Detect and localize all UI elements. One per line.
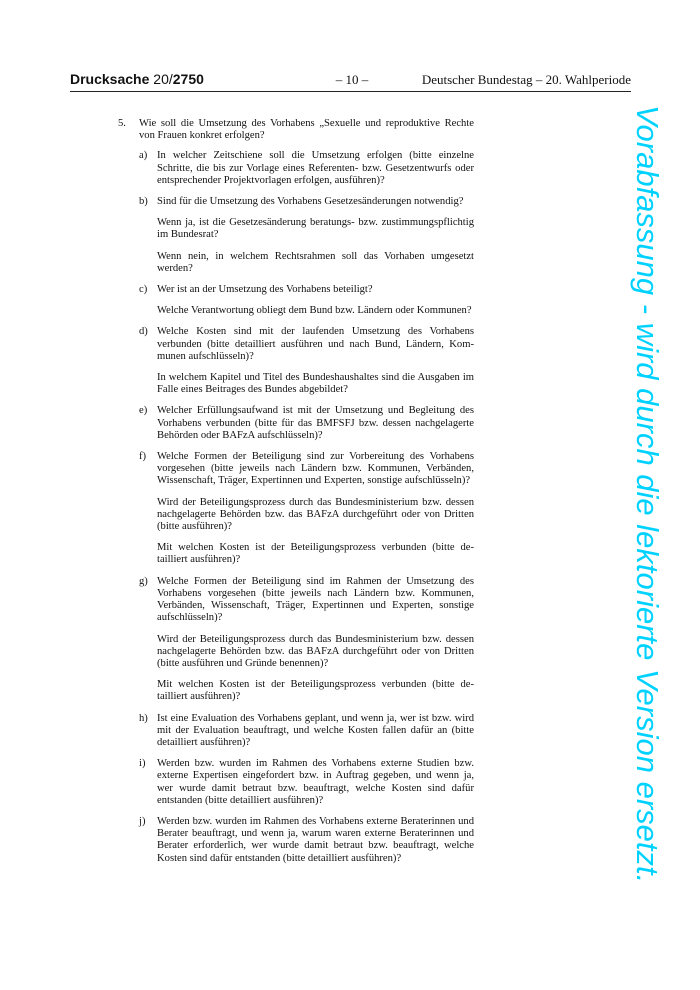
sub-question-paragraph: Wer ist an der Umsetzung des Vorhabens beteiligt? bbox=[157, 284, 373, 296]
sub-question-paragraph: Werden bzw. wurden im Rahmen des Vorhabens externe Beraterinnen und Berater beauftragt, und wenn ja, warum waren externe Beraterinnen und Berater erforderlich, wer wurde damit betraut bzw. beauftragt, welche Kosten sind dafür entstanden (bitte detailliert ausführen)? bbox=[157, 815, 474, 864]
sub-question-label: j) bbox=[139, 815, 146, 827]
doc-label: Drucksache bbox=[70, 71, 150, 87]
sub-question-label: b) bbox=[139, 196, 148, 208]
sub-question-label: a) bbox=[139, 150, 148, 162]
sub-question-label: e) bbox=[139, 405, 148, 417]
sub-question-list bbox=[118, 150, 474, 864]
sub-question bbox=[118, 196, 474, 275]
question-number: 5. bbox=[118, 118, 126, 129]
sub-question bbox=[118, 758, 474, 807]
sub-question-paragraph: Sind für die Umsetzung des Vorhabens Gesetzesänderungen notwendig? bbox=[157, 196, 464, 208]
sub-question-paragraph: Ist eine Evaluation des Vorhabens geplant, und wenn ja, wer ist bzw. wird mit der Evaluation beauftragt, und welche Kosten fallen dafür an (bitte detailliert ausführen)? bbox=[157, 712, 474, 748]
sub-question-label: h) bbox=[139, 712, 148, 724]
draft-watermark: Vorabfassung - wird durch die lektorierte Version ersetzt. bbox=[630, 105, 665, 884]
sub-question-paragraph: Welche Formen der Beteiligung sind zur Vorbereitung des Vorhabens vorgesehen (bitte jeweils nach Ländern bzw. Kommunen, Verbänden, Wissenschaft, Träger, Expertinnen und Experten, sonstige aufschlüsseln)? bbox=[157, 451, 474, 487]
sub-question-paragraph: In welchem Kapitel und Titel des Bundeshaushaltes sind die Ausgaben im Falle eines Beitrages des Bundes abgebildet? bbox=[157, 372, 474, 396]
sub-question bbox=[118, 713, 474, 750]
sub-question bbox=[118, 405, 474, 442]
sub-question-paragraph: Werden bzw. wurden im Rahmen des Vorhabens externe Studien bzw. externe Expertisen eingefordert bzw. in Auftrag gegeben, und wenn ja, wer wurde damit betraut bzw. beauftragt, welche Kosten sind dafür entstanden (bitte detailliert ausführen)? bbox=[157, 758, 474, 806]
sub-question bbox=[118, 150, 474, 187]
parliament-period: Deutscher Bundestag – 20. Wahlperiode bbox=[421, 72, 631, 87]
sub-question-paragraph: Welche Kosten sind mit der laufenden Umsetzung des Vorhabens verbunden (bitte detailliert ausführen und nach Bund, Ländern, Kommunen aufschlüsseln)? bbox=[157, 326, 474, 362]
sub-question bbox=[118, 284, 474, 317]
sub-question-label: i) bbox=[139, 758, 146, 770]
doc-number: 2750 bbox=[172, 71, 204, 87]
question-text: Wie soll die Umsetzung des Vorhabens „Sexuelle und reproduktive Rechte von Frauen konkret erfolgen? bbox=[139, 118, 474, 142]
sub-question-paragraph: Wird der Beteiligungsprozess durch das Bundesministerium bzw. dessen nachgelagerte Behörden bzw. das BAFzA durchgeführt oder von Dritten (bitte ausführen und Gründe benennen)? bbox=[157, 633, 474, 669]
document-body bbox=[118, 118, 474, 874]
sub-question-label: g) bbox=[139, 575, 148, 587]
page-header bbox=[70, 71, 631, 92]
sub-question-label: f) bbox=[139, 451, 147, 463]
sub-question-paragraph: Wird der Beteiligungsprozess durch das Bundesministerium bzw. dessen nachgelagerte Behörden bzw. das BAFzA durchgeführt oder von Dritten (bitte ausführen)? bbox=[157, 496, 474, 533]
sub-question-paragraph: Wenn nein, in welchem Rechtsrahmen soll das Vorhaben umgesetzt werden? bbox=[157, 250, 474, 274]
sub-question-label: c) bbox=[139, 284, 148, 296]
sub-question-paragraph: Welche Verantwortung obliegt dem Bund bzw. Ländern oder Kommunen? bbox=[157, 305, 472, 317]
sub-question-label: d) bbox=[139, 326, 148, 338]
sub-question bbox=[118, 816, 474, 865]
sub-question-paragraph: Mit welchen Kosten ist der Beteiligungsprozess verbunden (bitte detailliert ausführen)? bbox=[157, 679, 474, 703]
sub-question-paragraph: Welche Formen der Beteiligung sind im Rahmen der Umsetzung des Vorhabens vorgesehen (bitte jeweils nach Ländern bzw. Kommunen, Verbänden, Wissenschaft, Träger, Expertinnen und Experten, sonstige aufschlüsseln)? bbox=[157, 575, 474, 624]
doc-number-prefix: 20/ bbox=[153, 71, 173, 87]
page-number: – 10 – bbox=[335, 72, 369, 87]
question-5 bbox=[118, 118, 474, 142]
sub-question-paragraph: Mit welchen Kosten ist der Beteiligungsprozess verbunden (bitte detailliert ausführen)? bbox=[157, 542, 474, 566]
sub-question bbox=[118, 576, 474, 704]
sub-question-paragraph: Welcher Erfüllungsaufwand ist mit der Umsetzung und Begleitung des Vorhabens verbunden (bitte für das BMFSFJ bzw. dessen nachgelagerte Behörden oder BAFzA aufschlüsseln)? bbox=[157, 405, 474, 441]
sub-question bbox=[118, 326, 474, 396]
sub-question-paragraph: Wenn ja, ist die Gesetzesänderung beratungs- bzw. zustimmungspflichtig im Bundesrat? bbox=[157, 217, 474, 241]
document-number bbox=[70, 71, 204, 87]
sub-question-paragraph: In welcher Zeitschiene soll die Umsetzung erfolgen (bitte einzelne Schritte, die bis zur Vorlage eines Referenten- bzw. Gesetzentwurfs oder entsprechender Projektvorlagen erfolgen, ausführen)? bbox=[157, 150, 474, 186]
sub-question bbox=[118, 451, 474, 567]
